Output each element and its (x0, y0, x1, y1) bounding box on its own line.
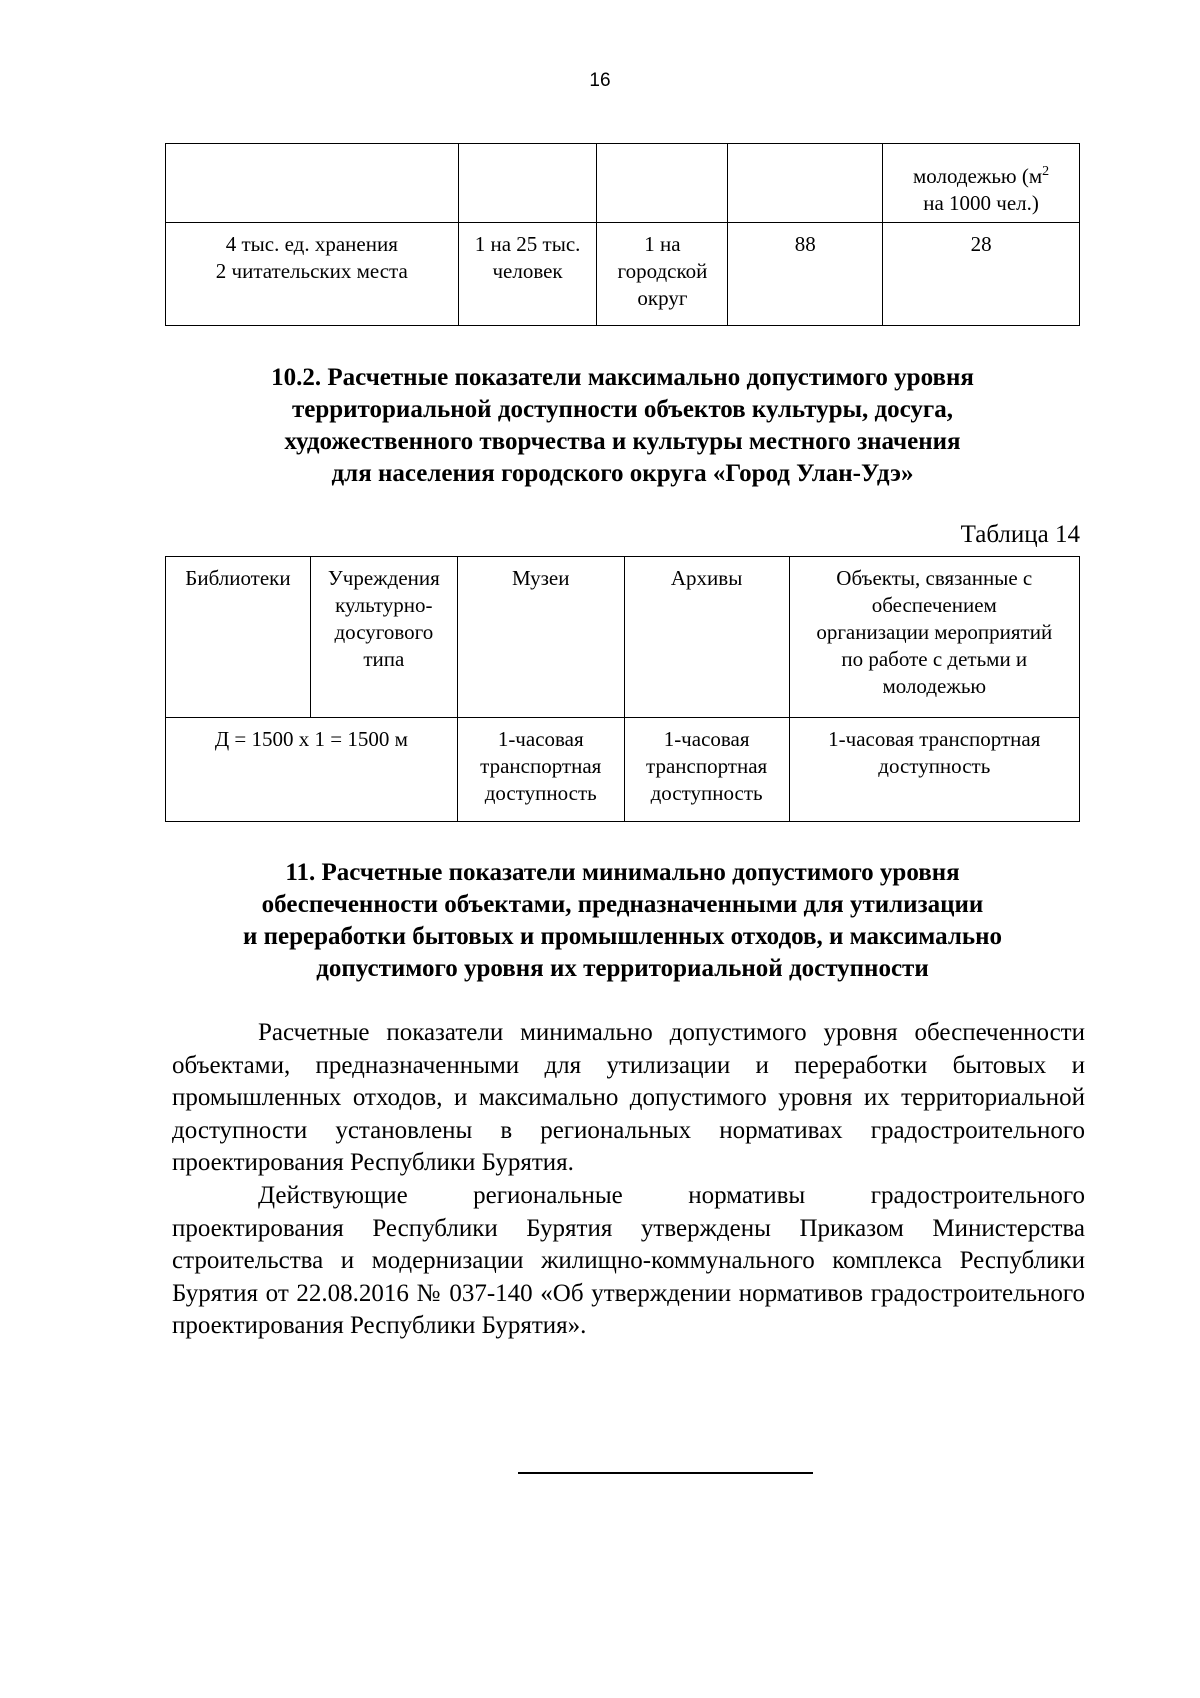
header-cell (310, 557, 457, 718)
table-cell (166, 144, 459, 223)
heading-line: территориальной доступности объектов культуры, досуга, (291, 396, 954, 423)
paragraph: Расчетные показатели минимально допустимого уровня обеспеченности объектами, предназначенными для утилизации и переработки бытовых и промышленных отходов, и максимально допустимого уровня их территориальной доступности установлены в региональных нормативах градостроительного проектирования Республики Бурятия. (172, 1019, 1085, 1177)
cell-text: Объекты, связанные с (836, 566, 1033, 590)
table-14 (165, 556, 1080, 822)
table-header-row (166, 557, 1080, 718)
cell-text: типа (363, 647, 405, 671)
cell-text: на 1000 чел.) (923, 191, 1039, 215)
cell-text: Учреждения (327, 566, 440, 590)
cell-text: городской (617, 259, 708, 283)
cell-text: по работе с детьми и (841, 647, 1028, 671)
table-row (166, 718, 1080, 822)
heading-line: 10.2. Расчетные показатели максимально допустимого уровня (271, 364, 974, 391)
cell-text: обеспечением (871, 593, 997, 617)
cell-text: культурно- (335, 593, 433, 617)
cell-text: молодежью (882, 674, 987, 698)
table-cell (458, 144, 597, 223)
cell-text: транспортная (646, 754, 768, 778)
table-cell: Д = 1500 х 1 = 1500 м (166, 718, 458, 822)
cell-text: транспортная (480, 754, 602, 778)
cell-text: организации мероприятий (816, 620, 1053, 644)
heading-line: допустимого уровня их территориальной доступности (316, 955, 929, 982)
end-rule (518, 1472, 813, 1474)
cell-text: 4 тыс. ед. хранения (225, 232, 398, 256)
body-text (172, 1017, 1085, 1343)
cell-text: 1 на 25 тыс. (474, 232, 581, 256)
paragraph: Действующие региональные нормативы градостроительного проектирования Республики Бурятия утверждены Приказом Министерства строительства и модернизации жилищно-коммунального комплекса Республики Бурятия от 22.08.2016 № 037-140 «Об утверждении нормативов градостроительного проектирования Республики Бурятия». (172, 1181, 1085, 1340)
heading-line: для населения городского округа «Город Улан-Удэ» (331, 460, 914, 487)
header-cell: Музеи (457, 557, 624, 718)
table-cell (624, 718, 789, 822)
table-cell (458, 223, 597, 326)
table-cell (597, 144, 728, 223)
table-cell (166, 223, 459, 326)
header-cell: Архивы (624, 557, 789, 718)
cell-text: 1-часовая (497, 727, 584, 751)
table-row (166, 144, 1080, 223)
superscript: 2 (1042, 164, 1050, 179)
cell-text: округ (637, 286, 688, 310)
page-number: 16 (589, 70, 611, 91)
cell-text: 1-часовая транспортная (828, 727, 1041, 751)
heading-line: художественного творчества и культуры местного значения (284, 428, 961, 455)
section-heading-11 (165, 857, 1080, 985)
cell-text: 2 читательских места (215, 259, 408, 283)
table-cell: 28 (883, 223, 1080, 326)
cell-text: 1-часовая (663, 727, 750, 751)
heading-line: обеспеченности объектами, предназначенными для утилизации (261, 891, 984, 918)
table-caption: Таблица 14 (960, 521, 1080, 548)
cell-text: 1 на (644, 232, 681, 256)
heading-line: 11. Расчетные показатели минимально допустимого уровня (285, 859, 960, 886)
table-cell (457, 718, 624, 822)
header-cell: Библиотеки (166, 557, 311, 718)
heading-line: и переработки бытовых и промышленных отходов, и максимально (242, 923, 1003, 950)
table-cell (728, 144, 883, 223)
cell-text: молодежью (м (912, 164, 1043, 188)
table-cell (883, 144, 1080, 223)
cell-text: человек (492, 259, 563, 283)
cell-text: досугового (334, 620, 434, 644)
cell-text: доступность (650, 781, 763, 805)
table-cell (597, 223, 728, 326)
table-cell: 88 (728, 223, 883, 326)
table-cell (789, 718, 1079, 822)
cell-text: доступность (878, 754, 991, 778)
cell-text: доступность (484, 781, 597, 805)
continued-table (165, 143, 1080, 326)
section-heading-10-2 (165, 362, 1080, 490)
header-cell (789, 557, 1079, 718)
table-row (166, 223, 1080, 326)
